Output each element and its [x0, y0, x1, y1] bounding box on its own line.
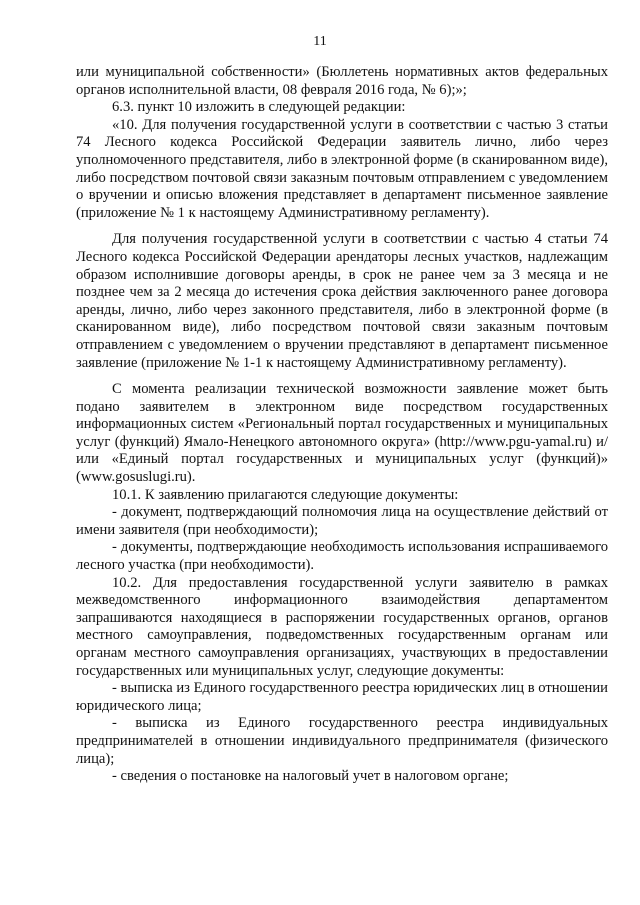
document-body: [76, 64, 608, 786]
paragraph-renewal: Для получения государственной услуги в соответствии с частью 4 статьи 74 Лесного кодекса Российской Федерации арендаторы лесных участков, надлежащим образом исполнившие договоры аренды, в срок не ранее чем за 3 месяца и не позднее чем за 2 месяца до истечения срока действия заключенного ранее договора аренды, лично, либо через законного представителя, либо в электронной форме (в сканированном виде), либо посредством почтовой связи заказным почтовым отправлением с уведомлением о вручении представляют в департамент письменное заявление (приложение № 1-1 к настоящему Административному регламенту).: [76, 231, 608, 371]
list-item-authority-document: - документ, подтверждающий полномочия лица на осуществление действий от имени заявителя (при необходимости);: [76, 504, 608, 538]
paragraph-item-10-1: 10.1. К заявлению прилагаются следующие документы:: [112, 486, 459, 503]
paragraph-item-10: «10. Для получения государственной услуги в соответствии с частью 3 статьи 74 Лесного кодекса Российской Федерации заявитель лично, либо через уполномоченного представителя, либо в электронной форме (в сканированном виде), либо посредством почтовой связи заказным почтовым отправлением с уведомлением о вручении и описью вложения представляет в департамент письменное заявление (приложение № 1 к настоящему Административному регламенту).: [76, 116, 608, 221]
paragraph-continuation: или муниципальной собственности» (Бюллетень нормативных актов федеральных органов исполнительной власти, 08 февраля 2016 года, № 6);»;: [76, 64, 608, 98]
list-item-necessity-documents: - документы, подтверждающие необходимость использования испрашиваемого лесного участка (при необходимости).: [76, 539, 608, 574]
paragraph-item-6-3: 6.3. пункт 10 изложить в следующей редакции:: [112, 99, 406, 116]
list-item-entrepreneur-extract: - выписка из Единого государственного реестра индивидуальных предпринимателей в отношении индивидуального предпринимателя (физического лица);: [76, 715, 608, 767]
list-item-legal-entity-extract: - выписка из Единого государственного реестра юридических лиц в отношении юридического лица;: [76, 680, 608, 714]
page-number: 11: [313, 34, 327, 49]
paragraph-electronic: С момента реализации технической возможности заявление может быть подано заявителем в электронном виде посредством государственных информационных систем «Региональный портал государственных и муниципальных услуг (функций) Ямало-Ненецкого автономного округа» (http://www.pgu-yamal.ru) и/или «Единый портал государственных и муниципальных услуг (функций)» (www.gosuslugi.ru).: [76, 381, 608, 486]
paragraph-item-10-2: 10.2. Для предоставления государственной услуги заявителю в рамках межведомственного информационного взаимодействия департаментом запрашиваются находящиеся в распоряжении государственных органов, органов местного самоуправления, подведомственных государственным органам или органам местного самоуправления организациях, участвующих в предоставлении государственных или муниципальных услуг, следующие документы:: [76, 574, 608, 679]
list-item-tax-registration: - сведения о постановке на налоговый учет в налоговом органе;: [112, 768, 509, 785]
